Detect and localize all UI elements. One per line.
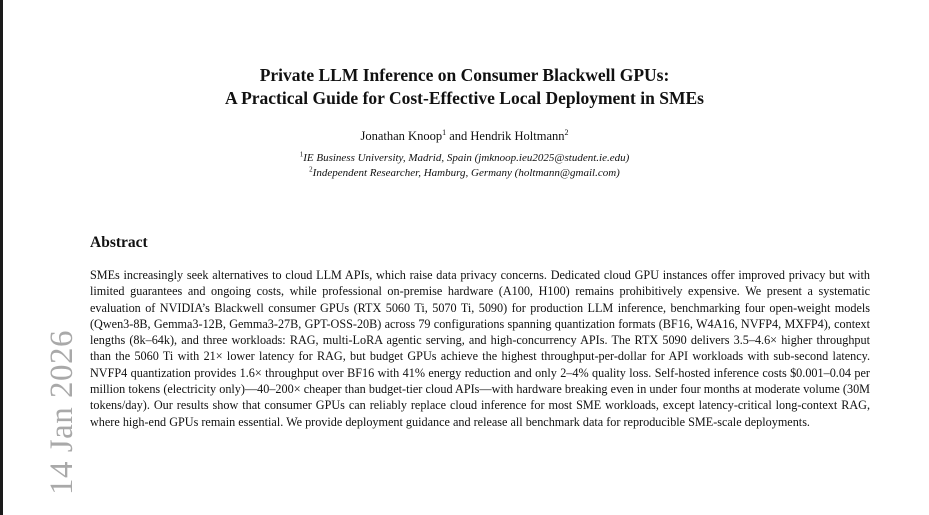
author-affil-mark-1: 1: [442, 127, 447, 137]
paper-title: [0, 64, 929, 110]
author-list: [0, 128, 929, 144]
title-line-2: A Practical Guide for Cost-Effective Local Deployment in SMEs: [225, 88, 704, 108]
affiliation-list: [0, 151, 929, 181]
affiliation-mark-2: 2: [309, 165, 313, 174]
affiliation-text-1: IE Business University, Madrid, Spain (jmknoop.ieu2025@student.ie.edu): [303, 152, 630, 164]
title-line-1: Private LLM Inference on Consumer Blackwell GPUs:: [259, 65, 670, 85]
abstract-heading: Abstract: [90, 234, 148, 251]
affiliation-2: [0, 166, 929, 181]
affiliation-text-2: Independent Researcher, Hamburg, Germany (holtmann@gmail.com): [312, 167, 620, 179]
author-conjunction: and: [446, 129, 471, 143]
author-name-1: Jonathan Knoop: [360, 129, 443, 143]
affiliation-mark-1: 1: [299, 150, 304, 159]
author-name-2: Hendrik Holtmann: [470, 129, 565, 143]
affiliation-1: [0, 151, 929, 166]
arxiv-date-stamp: 14 Jan 2026: [44, 330, 80, 495]
author-affil-mark-2: 2: [564, 127, 569, 137]
abstract-body: SMEs increasingly seek alternatives to cloud LLM APIs, which raise data privacy concerns. Dedicated cloud GPU instances offer improved privacy but with limited guarantees and ongoing costs, while professional on-premise hardware (A100, H100) remains prohibitively expensive. We present a systematic evaluation of NVIDIA’s Blackwell consumer GPUs (RTX 5060 Ti, 5070 Ti, 5090) for production LLM inference, benchmarking four open-weight models (Qwen3-8B, Gemma3-12B, Gemma3-27B, GPT-OSS-20B) across 79 configurations spanning quantization formats (BF16, W4A16, NVFP4, MXFP4), context lengths (8k–64k), and three workloads: RAG, multi-LoRA agentic serving, and high-concurrency APIs. The RTX 5090 delivers 3.5–4.6× higher throughput than the 5060 Ti with 21× lower latency for RAG, but budget GPUs achieve the highest throughput-per-dollar for API workloads with sub-second latency. NVFP4 quantization provides 1.6× throughput over BF16 with 41% energy reduction and only 2–4% quality loss. Self-hosted inference costs $0.001–0.04 per million tokens (electricity only)—40–200× cheaper than budget-tier cloud APIs—with hardware breaking even in under four months at moderate volume (30M tokens/day). Our results show that consumer GPUs can reliably replace cloud inference for most SME workloads, except latency-critical long-context RAG, where high-end GPUs remain essential. We provide deployment guidance and release all benchmark data for reproducible SME-scale deployments.: [90, 268, 870, 429]
